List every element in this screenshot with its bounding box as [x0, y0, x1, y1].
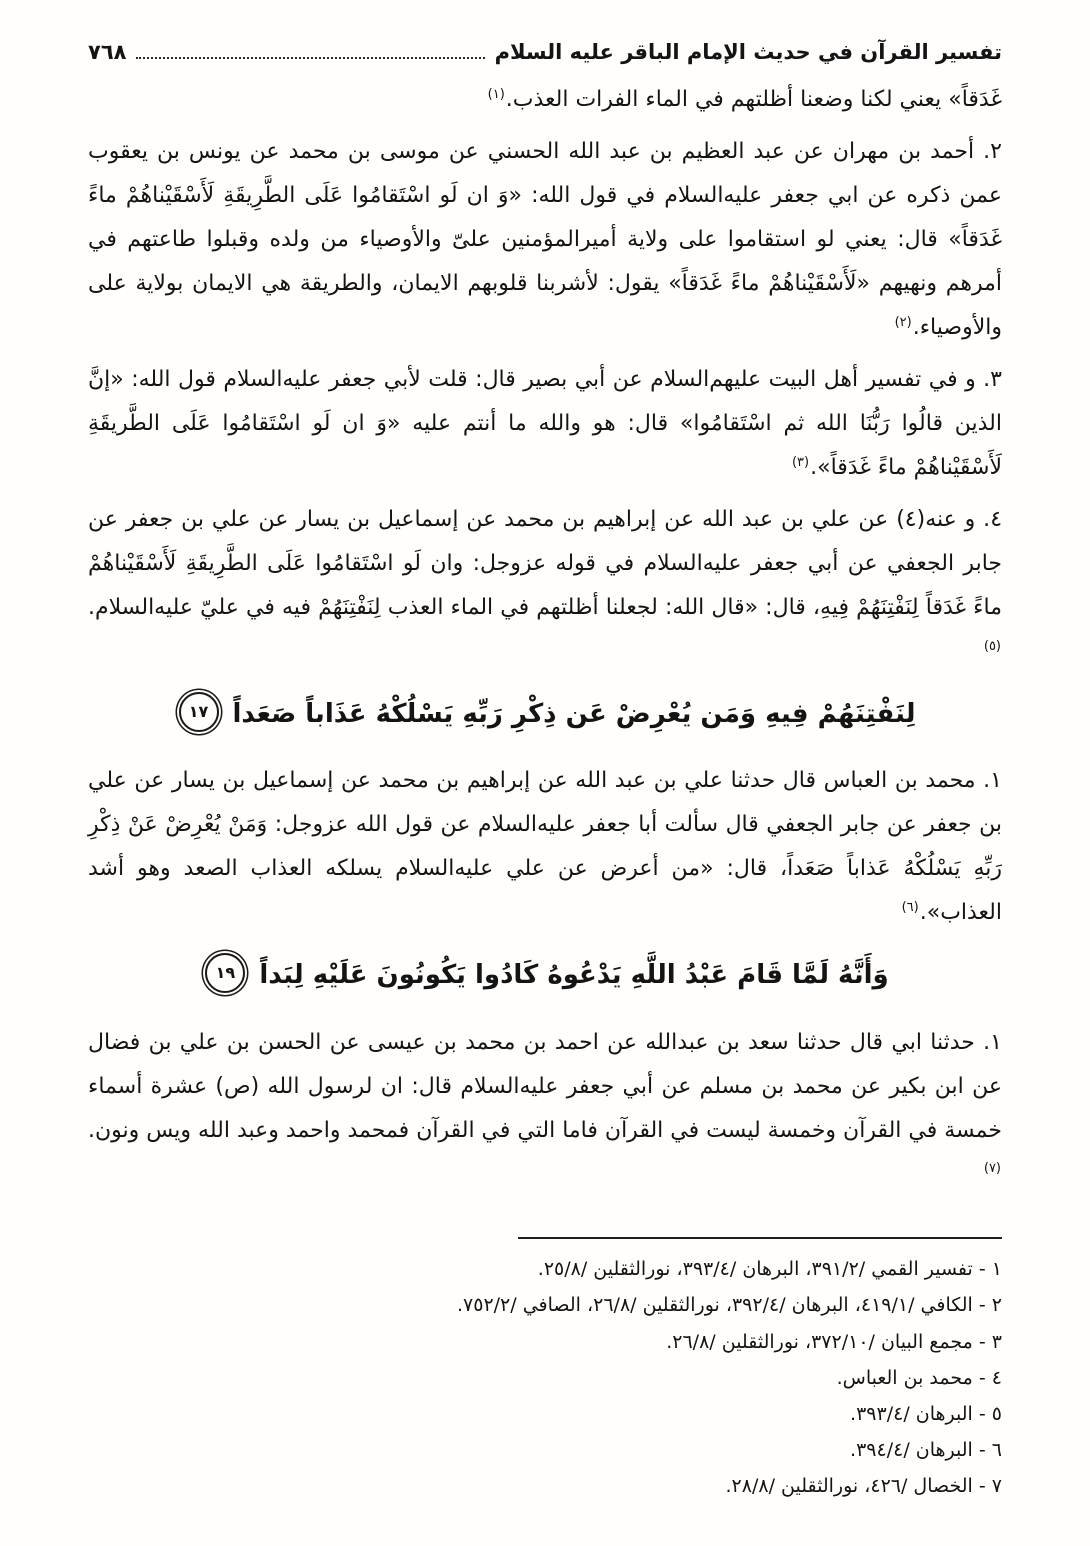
- ayah-number-medallion: [179, 692, 219, 732]
- verse-text: لِنَفْتِنَهُمْ فِيهِ وَمَن يُعْرِضْ عَن ذِكْرِ رَبِّهِ يَسْلُكْهُ عَذَاباً صَعَداً: [232, 699, 916, 729]
- body-text: [88, 78, 1002, 1197]
- footnote-text: مجمع البيان /٣٧٢/١٠، نورالثقلين /٢٦/٨.: [666, 1330, 973, 1353]
- footnote-number: ١ -: [978, 1258, 1002, 1281]
- body-paragraph: [88, 358, 1002, 490]
- footnote: [88, 1396, 1002, 1432]
- footnotes-section: [88, 1237, 1002, 1504]
- footnote-marker: (١): [487, 86, 505, 102]
- footnote-marker: (٦): [901, 900, 919, 916]
- ayah-number: ١٩: [215, 962, 236, 982]
- ayah-number: ١٧: [188, 701, 209, 721]
- paragraph-text: ٤. و عنه(٤) عن علي بن عبد الله عن إبراهيم بن محمد عن إسماعيل بن يسار عن علي بن جعفر عن جابر الجعفي عن أبي جعفر عليه‌السلام في قوله عزوجل: وان لَو اسْتَقامُوا عَلَى الطَّرِيقَةِ لَأَسْقَيْناهُمْ ماءً غَدَقاً لِنَفْتِنَهُمْ فِيهِ، قال: «قال الله: لجعلنا أظلتهم في الماء العذب لِنَفْتِنَهُمْ فيه في عليّ عليه‌السلام.: [88, 507, 1003, 620]
- running-title: تفسير القرآن في حديث الإمام الباقر عليه السلام: [494, 40, 1002, 64]
- footnote-number: ٦ -: [978, 1438, 1002, 1461]
- paragraph-text: ٣. و في تفسير أهل البيت عليهم‌السلام عن أبي بصير قال: قلت لأبي جعفر عليه‌السلام قول الله: «إنَّ الذين قالُوا رَبُّنَا الله ثم اسْتَقامُوا» قال: هو والله ما أنتم عليه «وَ ان لَو اسْتَقامُوا عَلَى الطَّريقَةِ لَأَسْقَيْناهُمْ ماءً غَدَقاً».: [88, 367, 1002, 480]
- footnote-number: ٤ -: [978, 1366, 1002, 1389]
- verse-text: وَأَنَّهُ لَمَّا قَامَ عَبْدُ اللَّهِ يَدْعُوهُ كَادُوا يَكُونُونَ عَلَيْهِ لِبَداً: [259, 960, 889, 991]
- footnote: [88, 1251, 1002, 1287]
- body-paragraph: [88, 498, 1002, 674]
- footnote-text: تفسير القمي /٣٩١/٢، البرهان /٣٩٣/٤، نورالثقلين /٢٥/٨.: [537, 1258, 973, 1281]
- footnote: [88, 1468, 1002, 1504]
- page-number: ٧٦٨: [88, 40, 127, 64]
- footnote-text: محمد بن العباس.: [836, 1366, 973, 1389]
- ayah-number-medallion: [205, 953, 245, 993]
- footnote: [88, 1360, 1002, 1396]
- footnote-number: ٢ -: [978, 1294, 1002, 1317]
- dotted-leader: [136, 57, 484, 59]
- body-paragraph: [88, 759, 1002, 935]
- footnote: [88, 1324, 1002, 1360]
- footnote-separator: [518, 1237, 1002, 1239]
- footnote-text: البرهان /٣٩٣/٤.: [850, 1402, 973, 1425]
- quran-verse-block: [88, 951, 1002, 1000]
- footnote-marker: (٢): [894, 314, 912, 330]
- footnote: [88, 1287, 1002, 1323]
- paragraph-text: ١. محمد بن العباس قال حدثنا علي بن عبد الله عن إبراهيم بن محمد عن إسماعيل بن يسار عن علي بن جعفر عن جابر الجعفي قال سألت أبا جعفر عليه‌السلام عن قول الله عزوجل: وَمَنْ يُعْرِضْ عَنْ ذِكْرِ رَبِّهِ يَسْلُكْهُ عَذاباً صَعَداً، قال: «من أعرض عن علي عليه‌السلام يسلكه العذاب الصعد وهو أشد العذاب».: [88, 768, 1002, 926]
- footnote-marker: (٥): [983, 638, 1001, 654]
- footnote-number: ٧ -: [978, 1474, 1002, 1497]
- footnote-number: ٣ -: [978, 1330, 1002, 1353]
- body-paragraph: [88, 130, 1002, 350]
- footnote: [88, 1432, 1002, 1468]
- footnote-marker: (٧): [983, 1161, 1001, 1177]
- quran-verse-block: [88, 690, 1002, 739]
- body-paragraph: [88, 1021, 1002, 1197]
- footnote-text: الكافي /٤١٩/١، البرهان /٣٩٢/٤، نورالثقلين /٢٦/٨، الصافي /٧٥٢/٢.: [456, 1294, 973, 1317]
- paragraph-text: غَدَقاً» يعني لكنا وضعنا أظلتهم في الماء الفرات العذب.: [505, 87, 1002, 112]
- paragraph-text: ٢. أحمد بن مهران عن عبد العظيم بن عبد الله الحسني عن موسى بن محمد عن يونس بن يعقوب عمن ذكره عن ابي جعفر عليه‌السلام في قول الله: «وَ ان لَو اسْتَقامُوا عَلَى الطَّرِيقَةِ لَأَسْقَيْناهُمْ ماءً غَدَقاً» قال: يعني لو استقاموا على ولاية أميرالمؤمنين علىّ والأوصياء من ولده وقبلوا طاعتهم في أمرهم ونهيهم «لَأَسْقَيْناهُمْ ماءً غَدَقاً» يقول: لأشربنا قلوبهم الايمان، والطريقة هي الايمان بولاية على والأوصياء.: [88, 139, 1002, 340]
- footnote-text: الخصال /٤٢٦، نورالثقلين /٢٨/٨.: [725, 1474, 973, 1497]
- footnote-marker: (٣): [791, 454, 810, 470]
- paragraph-text: ١. حدثنا ابي قال حدثنا سعد بن عبدالله عن احمد بن محمد بن عيسى عن الحسن بن علي بن فضال عن ابن بكير عن محمد بن مسلم عن أبي جعفر عليه‌السلام قال: ان لرسول الله (ص) عشرة أسماء خمسة في القرآن وخمسة ليست في القرآن فاما التي في القرآن فمحمد واحمد وعبد الله ويس ونون.: [88, 1029, 1002, 1143]
- body-paragraph: [88, 78, 1002, 122]
- footnote-text: البرهان /٣٩٤/٤.: [850, 1438, 973, 1461]
- footnote-number: ٥ -: [978, 1402, 1002, 1425]
- page-header: [88, 40, 1002, 64]
